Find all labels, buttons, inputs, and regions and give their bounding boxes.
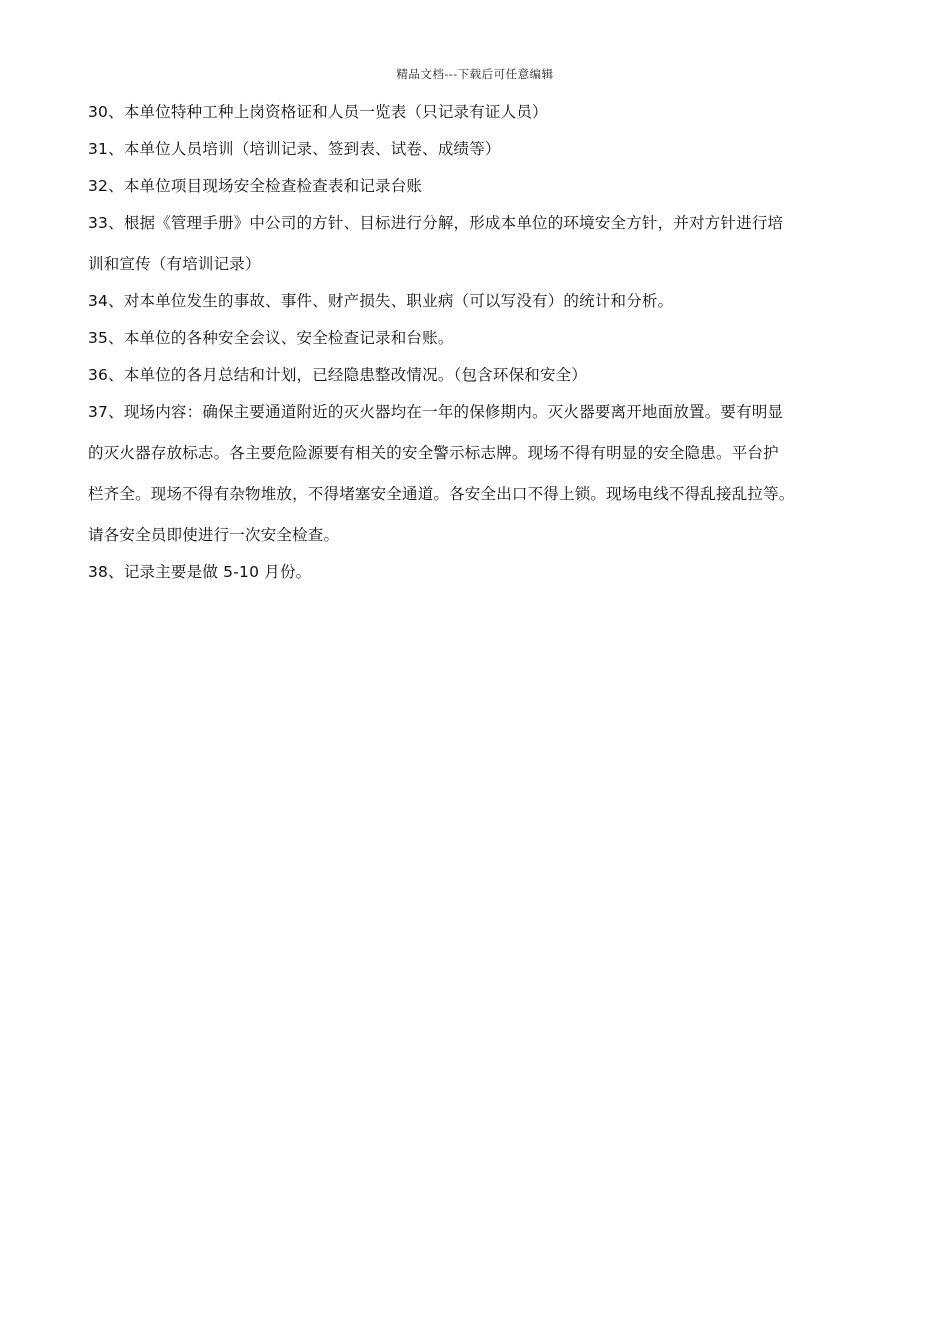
- list-item-33-line-1: 33、根据《管理手册》中公司的方针、目标进行分解，形成本单位的环境安全方针，并对方针进行培: [88, 214, 784, 232]
- list-item-32: 32、本单位项目现场安全检查检查表和记录台账: [88, 177, 423, 195]
- list-item-37-line-3: 栏齐全。现场不得有杂物堆放，不得堵塞安全通道。各安全出口不得上锁。现场电线不得乱接乱拉等。: [88, 485, 795, 503]
- list-item-37-line-1: 37、现场内容：确保主要通道附近的灭火器均在一年的保修期内。灭火器要离开地面放置。要有明显: [88, 403, 784, 421]
- list-item-31: 31、本单位人员培训（培训记录、签到表、试卷、成绩等）: [88, 140, 501, 158]
- list-item-34: 34、对本单位发生的事故、事件、财产损失、职业病（可以写没有）的统计和分析。: [88, 292, 674, 310]
- list-item-30: 30、本单位特种工种上岗资格证和人员一览表（只记录有证人员）: [88, 103, 548, 121]
- list-item-33-line-2: 训和宣传（有培训记录）: [88, 255, 261, 273]
- list-item-35: 35、本单位的各种安全会议、安全检查记录和台账。: [88, 329, 454, 347]
- list-item-36: 36、本单位的各月总结和计划，已经隐患整改情况。（包含环保和安全）: [88, 366, 588, 384]
- document-body: [88, 97, 878, 594]
- page-header: 精品文档---下载后可任意编辑: [396, 67, 554, 81]
- list-item-37-line-4: 请各安全员即使进行一次安全检查。: [88, 526, 340, 544]
- list-item-38: 38、记录主要是做 5-10 月份。: [88, 563, 312, 581]
- list-item-37-line-2: 的灭火器存放标志。各主要危险源要有相关的安全警示标志牌。现场不得有明显的安全隐患。平台护: [88, 444, 779, 462]
